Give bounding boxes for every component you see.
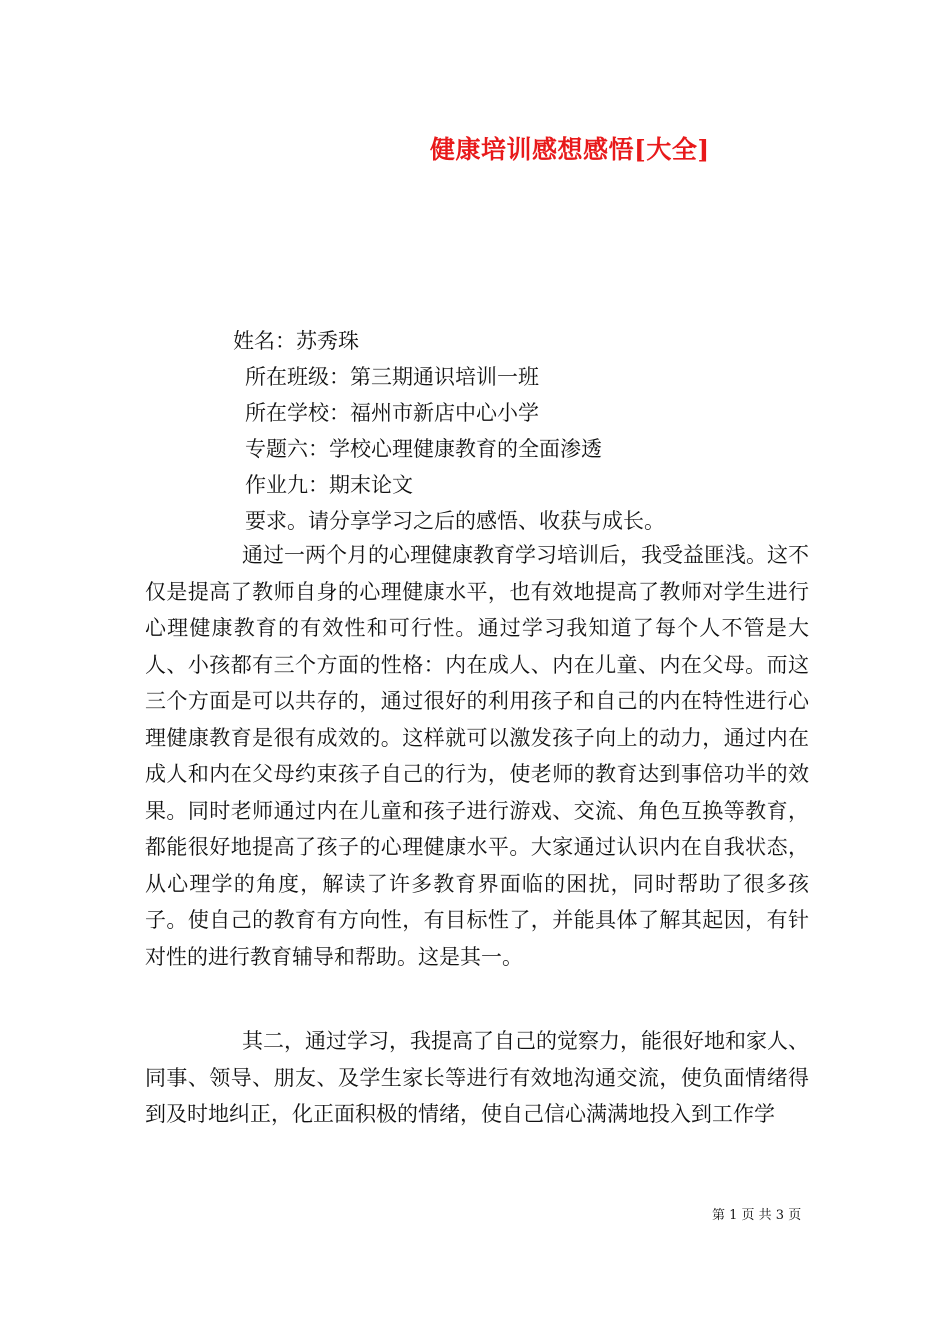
meta-topic: 专题六：学校心理健康教育的全面渗透 [245,437,602,461]
page-number-footer: 第 1 页 共 3 页 [712,1208,802,1223]
paragraph-2-text: 其二，通过学习，我提高了自己的觉察力，能很好地和家人、同事、领导、朋友、及学生家长等进行有效地沟通交流，使负面情绪得到及时地纠正，化正面积极的情绪，使自己信心满满地投入到工作学 [145,1029,809,1126]
meta-school: 所在学校：福州市新店中心小学 [245,401,539,425]
meta-name: 姓名：苏秀珠 [233,329,359,353]
paragraph-1-text: 通过一两个月的心理健康教育学习培训后，我受益匪浅。这不仅是提高了教师自身的心理健康水平，也有效地提高了教师对学生进行心理健康教育的有效性和可行性。通过学习我知道了每个人不管是大人、小孩都有三个方面的性格：内在成人、内在儿童、内在父母。而这三个方面是可以共存的，通过很好的利用孩子和自己的内在特性进行心理健康教育是很有成效的。这样就可以激发孩子向上的动力，通过内在成人和内在父母约束孩子自己的行为，使老师的教育达到事倍功半的效果。同时老师通过内在儿童和孩子进行游戏、交流、角色互换等教育，都能很好地提高了孩子的心理健康水平。大家通过认识内在自我状态，从心理学的角度，解读了许多教育界面临的困扰，同时帮助了很多孩子。使自己的教育有方向性，有目标性了，并能具体了解其起因，有针对性的进行教育辅导和帮助。这是其一。 [145,543,809,969]
document-title: 健康培训感想感悟[大全] [430,135,710,164]
body-paragraph-1 [145,537,809,975]
meta-requirement: 要求。请分享学习之后的感悟、收获与成长。 [245,509,665,533]
meta-assignment: 作业九：期末论文 [245,473,413,497]
body-paragraph-2 [145,1023,809,1133]
meta-class: 所在班级：第三期通识培训一班 [245,365,539,389]
